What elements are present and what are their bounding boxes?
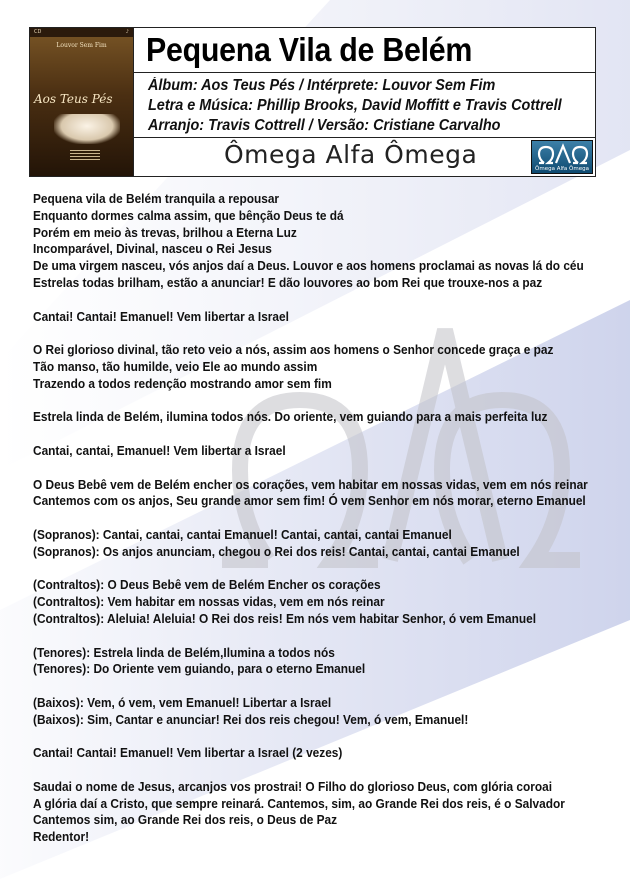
lyric-line: Cantai, cantai, Emanuel! Vem libertar a Israel [33,442,286,458]
lyric-spacer [33,460,588,477]
brand-logo [531,140,593,174]
info-album: Álbum: Aos Teus Pés / Intérprete: Louvor Sem Fim [148,77,496,94]
song-info [134,73,595,138]
lyric-spacer [33,510,588,527]
lyric-line: (Contraltos): Aleluia! Aleluia! O Rei dos reis! Em nós vem habitar Senhor, ó vem Emanuel [33,610,537,626]
cover-artist: Louvor Sem Fim [56,42,107,49]
lyric-line: Cantai! Cantai! Emanuel! Vem libertar a Israel (2 vezes) [33,745,343,761]
lyric-line: Saudai o nome de Jesus, arcanjos vos prostrai! O Filho do glorioso Deus, com glória coroai [33,778,553,794]
lyric-spacer [33,729,588,746]
lyric-spacer [33,762,588,779]
lyric-line: (Baixos): Vem, ó vem, vem Emanuel! Libertar a Israel [33,694,332,710]
lyric-line: Tão manso, tão humilde, veio Ele ao mundo assim [33,358,318,374]
lyric-line: (Sopranos): Os anjos anunciam, chegou o Rei dos reis! Cantai, cantai, cantai Emanuel [33,543,520,559]
logo-caption: Ômega Alfa Ômega [535,166,589,172]
lyric-line: (Contraltos): Vem habitar em nossas vidas, vem em nós reinar [33,594,385,610]
lyric-spacer [33,561,588,578]
lyric-line: Estrela linda de Belém, ilumina todos nós. Do oriente, vem guiando para a mais perfeita luz [33,409,548,425]
info-composers: Letra e Música: Phillip Brooks, David Moffitt e Travis Cottrell [148,97,562,114]
lyric-line: A glória daí a Cristo, que sempre reinará. Cantemos, sim, ao Grande Rei dos reis, é o Salvador [33,795,565,811]
lyric-line: Redentor! [33,829,90,845]
lyric-line: Estrelas todas brilham, estão a anunciar! E dão louvores ao bom Rei que trouxe-nos a paz [33,274,543,290]
lyric-line: Cantemos sim, ao Grande Rei dos reis, o Deus de Paz [33,812,338,828]
lyric-line: Pequena vila de Belém tranquila a repousar [33,191,280,206]
lyric-line: Enquanto dormes calma assim, que bênção Deus te dá [33,207,344,223]
kneeling-figure-icon [54,114,120,144]
song-title: Pequena Vila de Belém [146,31,473,68]
lyric-line: Incomparável, Divinal, nasceu o Rei Jesus [33,241,272,257]
lyric-line: De uma virgem nasceu, vós anjos daí a Deus. Louvor e aos homens proclamai as novas lá do céu [33,258,584,274]
song-header [29,27,596,177]
lyric-spacer [33,426,588,443]
info-arrangement: Arranjo: Travis Cottrell / Versão: Cristiane Carvalho [148,117,501,134]
omega-alpha-omega-icon [536,142,590,166]
lyric-line: Trazendo a todos redenção mostrando amor sem fim [33,375,332,391]
title-row [134,28,595,73]
lyric-spacer [33,325,588,342]
lyric-line: (Tenores): Do Oriente vem guiando, para o eterno Emanuel [33,661,366,677]
lyrics-body [33,191,630,846]
lyric-spacer [33,628,588,645]
brand-row [134,138,595,176]
album-cover: CD ♪ Louvor Sem Fim Aos Teus Pés [30,28,134,176]
brand-name: Ômega Alfa Ômega [224,140,478,169]
lyric-line: O Deus Bebê vem de Belém encher os corações, vem habitar em nossas vidas, vem em nós reinar [33,476,588,492]
lyric-line: (Tenores): Estrela linda de Belém,Ilumina a todos nós [33,644,335,660]
cover-title: Aos Teus Pés [34,92,113,106]
lyric-line: Cantai! Cantai! Emanuel! Vem libertar a Israel [33,308,289,324]
lyric-line: (Contraltos): O Deus Bebê vem de Belém Encher os corações [33,577,381,593]
lyric-line: Cantemos com os anjos, Seu grande amor sem fim! Ó vem Senhor em nós morar, eterno Emanuel [33,493,586,509]
lyric-line: (Baixos): Sim, Cantar e anunciar! Rei dos reis chegou! Vem, ó vem, Emanuel! [33,711,469,727]
lyric-line: O Rei glorioso divinal, tão reto veio a nós, assim aos homens o Senhor concede graça e paz [33,342,554,358]
lyric-line: (Sopranos): Cantai, cantai, cantai Emanuel! Cantai, cantai, cantai Emanuel [33,526,452,542]
lyric-line: Porém em meio às trevas, brilhou a Eterna Luz [33,224,297,240]
lyric-spacer [33,678,588,695]
lyric-spacer [33,292,588,309]
lyric-spacer [33,393,588,410]
